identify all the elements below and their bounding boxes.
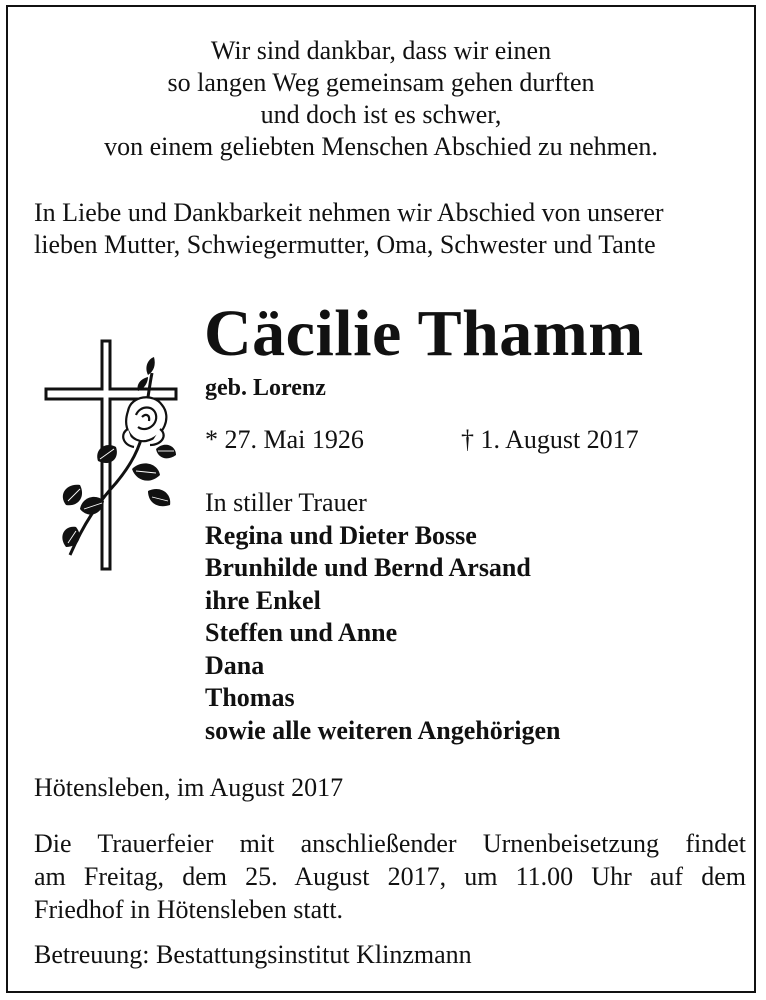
mourner-name: Brunhilde und Bernd Arsand [205, 553, 531, 582]
mourner-name: sowie alle weiteren Angehörigen [205, 715, 561, 745]
birth-date: * 27. Mai 1926 [205, 425, 364, 454]
cross-with-rose-icon [36, 333, 186, 583]
funeral-home-credit: Betreuung: Bestattungsinstitut Klinzmann [34, 940, 472, 969]
farewell-intro [34, 197, 734, 261]
mourner-name: Thomas [205, 683, 295, 712]
ceremony-line: Die Trauerfeier mit anschließender Urnenbeisetzung findet [34, 829, 746, 858]
intro-line: lieben Mutter, Schwiegermutter, Oma, Schwester und Tante [34, 230, 656, 259]
obituary-notice [6, 5, 756, 993]
memorial-poem [8, 35, 754, 163]
mourner-name: Steffen und Anne [205, 618, 398, 647]
mourners-heading: In stiller Trauer [205, 488, 367, 517]
ceremony-line: am Freitag, dem 25. August 2017, um 11.00 Uhr auf dem [34, 862, 746, 891]
poem-line: Wir sind dankbar, dass wir einen [210, 36, 552, 65]
deceased-name: Cäcilie Thamm [204, 297, 644, 370]
ceremony-details [34, 827, 746, 926]
mourners-list [205, 487, 561, 747]
place-and-date: Hötensleben, im August 2017 [34, 773, 344, 802]
intro-line: In Liebe und Dankbarkeit nehmen wir Abschied von unserer [34, 198, 664, 227]
poem-line: und doch ist es schwer, [260, 100, 502, 129]
poem-line: so langen Weg gemeinsam gehen durften [167, 68, 595, 97]
mourner-name: ihre Enkel [205, 585, 321, 615]
poem-line: von einem geliebten Menschen Abschied zu nehmen. [104, 132, 658, 161]
death-date: † 1. August 2017 [461, 425, 639, 454]
mourner-name: Dana [205, 650, 265, 680]
mourner-name: Regina und Dieter Bosse [205, 520, 477, 550]
maiden-name: geb. Lorenz [205, 375, 326, 401]
ceremony-line: Friedhof in Hötensleben statt. [34, 895, 344, 924]
